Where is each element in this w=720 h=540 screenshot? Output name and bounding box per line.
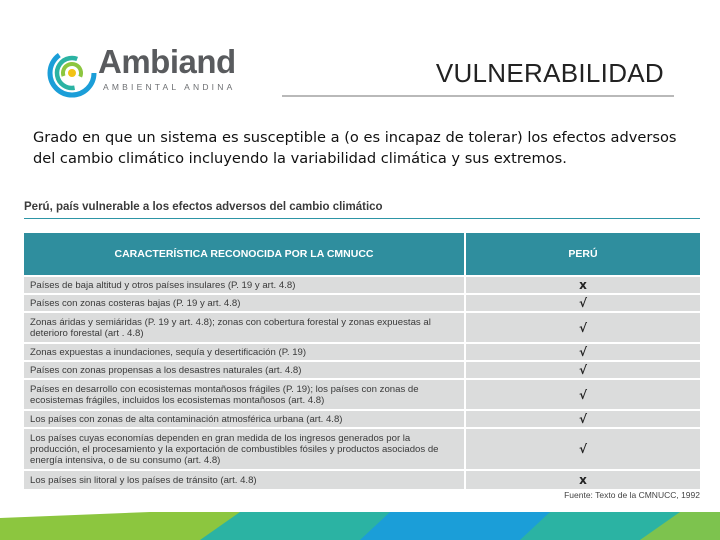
row-characteristic: Los países cuyas economías dependen en gran medida de los ingresos generados por la producción, el procesamiento y la exportación de combustibles fósiles y productos asociados de energía intensiva, o de su consumo (art. 4.8): [24, 429, 466, 469]
row-characteristic: Los países sin litoral y los países de tránsito (art. 4.8): [24, 471, 466, 489]
row-characteristic: Zonas expuestas a inundaciones, sequía y desertificación (P. 19): [24, 344, 466, 360]
title-divider: [282, 95, 674, 97]
logo-swirl-icon: [46, 47, 98, 99]
vulnerability-table: [24, 233, 700, 489]
table-title: Perú, país vulnerable a los efectos adversos del cambio climático: [24, 201, 383, 213]
table-row: [24, 313, 700, 342]
row-characteristic: Países con zonas propensas a los desastres naturales (art. 4.8): [24, 362, 466, 378]
table-row: [24, 429, 700, 469]
table-row: [24, 380, 700, 409]
row-characteristic: Los países con zonas de alta contaminación atmosférica urbana (art. 4.8): [24, 411, 466, 427]
row-characteristic: Zonas áridas y semiáridas (P. 19 y art. 4.8); zonas con cobertura forestal y zonas expuestas al deterioro forestal (art . 4.8): [24, 313, 466, 342]
row-mark: √: [578, 387, 587, 402]
table-row: [24, 295, 700, 311]
table-row: [24, 471, 700, 489]
slide-title: VULNERABILIDAD: [435, 58, 664, 88]
table-row: [24, 411, 700, 427]
header-peru: PERÚ: [568, 248, 598, 260]
header-characteristic: CARACTERÍSTICA RECONOCIDA POR LA CMNUCC: [24, 233, 466, 275]
table-row: [24, 344, 700, 360]
row-characteristic: Países en desarrollo con ecosistemas montañosos frágiles (P. 19); los países con zonas de ecosistemas frágiles, incluidos los ecosistemas montañosos (art. 4.8): [24, 380, 466, 409]
row-mark: √: [578, 442, 587, 456]
logo-tagline: AMBIENTAL ANDINA: [103, 82, 236, 92]
row-mark: √: [578, 345, 587, 359]
row-mark: √: [578, 320, 587, 335]
row-mark: √: [578, 363, 587, 377]
row-mark: √: [578, 412, 587, 426]
row-mark: √: [578, 296, 587, 310]
table-title-divider: [24, 218, 700, 219]
table-source: Fuente: Texto de la CMNUCC, 1992: [564, 490, 700, 500]
row-characteristic: Países con zonas costeras bajas (P. 19 y art. 4.8): [24, 295, 466, 311]
logo-name: Ambiand: [98, 43, 236, 80]
intro-paragraph: Grado en que un sistema es susceptible a (o es incapaz de tolerar) los efectos adversos del cambio climático incluyendo la variabilidad climática y sus extremos.: [33, 129, 677, 167]
footer-color-bar: [0, 512, 720, 540]
ambiand-logo: [46, 43, 246, 99]
row-mark: x: [579, 278, 587, 292]
row-characteristic: Países de baja altitud y otros países insulares (P. 19 y art. 4.8): [24, 277, 466, 293]
table-header: [24, 233, 700, 275]
table-row: [24, 277, 700, 293]
table-row: [24, 362, 700, 378]
row-mark: x: [579, 473, 587, 487]
